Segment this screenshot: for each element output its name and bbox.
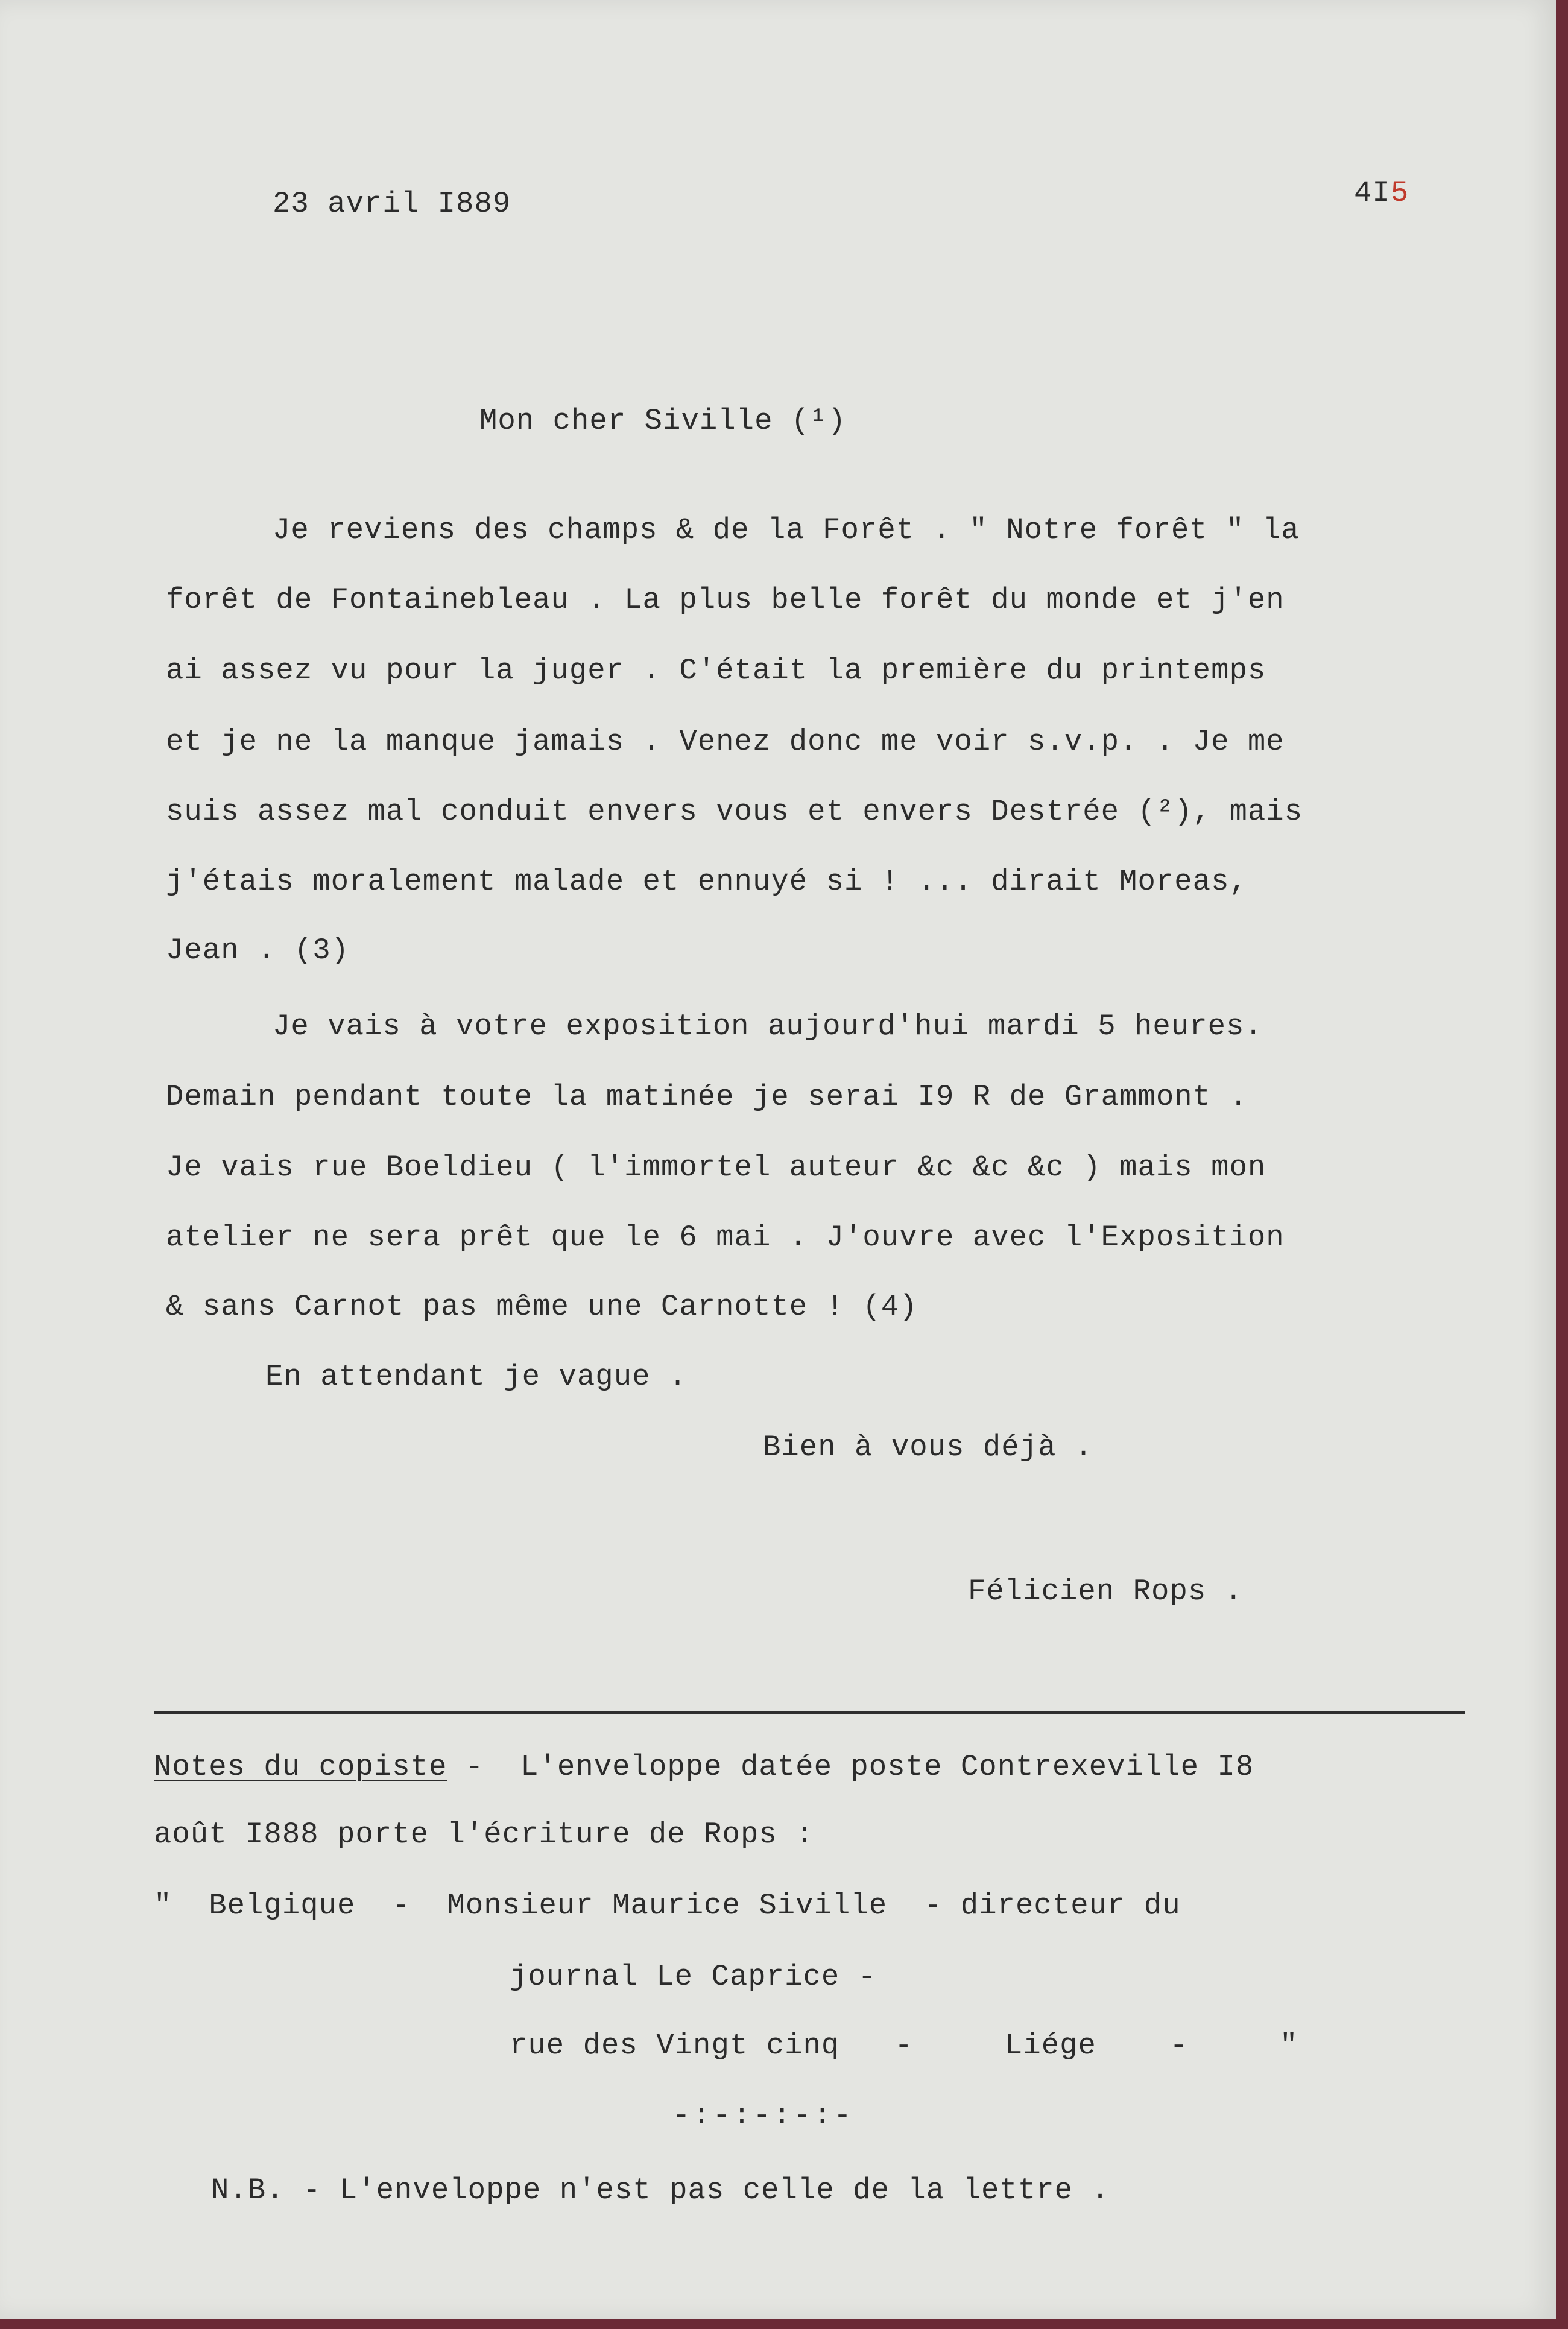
letter-line-13: En attendant je vague . bbox=[265, 1360, 688, 1394]
letter-line-1: Je reviens des champs & de la Forêt . " Notre forêt " la bbox=[273, 513, 1300, 547]
page-number bbox=[1354, 175, 1409, 211]
notes-line-2: août I888 porte l'écriture de Rops : bbox=[154, 1818, 814, 1851]
notes-heading-dash: - bbox=[447, 1750, 484, 1784]
page-number-digits: 4I bbox=[1354, 176, 1391, 210]
page-number-last-digit: 5 bbox=[1390, 176, 1409, 210]
address-line-3: rue des Vingt cinq - Liége - " bbox=[510, 2029, 1298, 2062]
address-line-1: " Belgique - Monsieur Maurice Siville - directeur du bbox=[154, 1889, 1181, 1923]
letter-line-11: atelier ne sera prêt que le 6 mai . J'ouvre avec l'Exposition bbox=[166, 1221, 1285, 1254]
notes-line-1 bbox=[154, 1749, 1254, 1785]
binding-edge-bottom bbox=[0, 2319, 1568, 2329]
letter-signature: Félicien Rops . bbox=[968, 1575, 1244, 1608]
letter-line-4: et je ne la manque jamais . Venez donc me voir s.v.p. . Je me bbox=[166, 725, 1285, 759]
notes-divider-rule bbox=[154, 1711, 1465, 1714]
letter-line-10: Je vais rue Boeldieu ( l'immortel auteur &c &c &c ) mais mon bbox=[166, 1151, 1266, 1184]
letter-line-8: Je vais à votre exposition aujourd'hui mardi 5 heures. bbox=[273, 1010, 1263, 1043]
notes-end-divider: -:-:-:-:- bbox=[672, 2099, 854, 2132]
notes-heading: Notes du copiste bbox=[154, 1750, 447, 1784]
letter-line-6: j'étais moralement malade et ennuyé si ! ... dirait Moreas, bbox=[166, 865, 1248, 899]
nb-note: N.B. - L'enveloppe n'est pas celle de la lettre . bbox=[211, 2173, 1110, 2207]
letter-closing: Bien à vous déjà . bbox=[763, 1430, 1093, 1464]
salutation: Mon cher Siville (¹) bbox=[479, 404, 847, 438]
notes-line-1-rest: L'enveloppe datée poste Contrexeville I8 bbox=[520, 1750, 1254, 1784]
letter-line-3: ai assez vu pour la juger . C'était la première du printemps bbox=[166, 654, 1266, 687]
letter-line-2: forêt de Fontainebleau . La plus belle forêt du monde et j'en bbox=[166, 583, 1285, 617]
letter-line-5: suis assez mal conduit envers vous et envers Destrée (²), mais bbox=[166, 795, 1303, 829]
binding-edge-right bbox=[1556, 0, 1568, 2329]
letter-line-7: Jean . (3) bbox=[166, 934, 350, 967]
letter-date: 23 avril I889 bbox=[273, 187, 511, 221]
letter-line-12: & sans Carnot pas même une Carnotte ! (4) bbox=[166, 1290, 918, 1324]
letter-line-9: Demain pendant toute la matinée je serai I9 R de Grammont . bbox=[166, 1080, 1248, 1114]
address-line-2: journal Le Caprice - bbox=[510, 1960, 877, 1994]
